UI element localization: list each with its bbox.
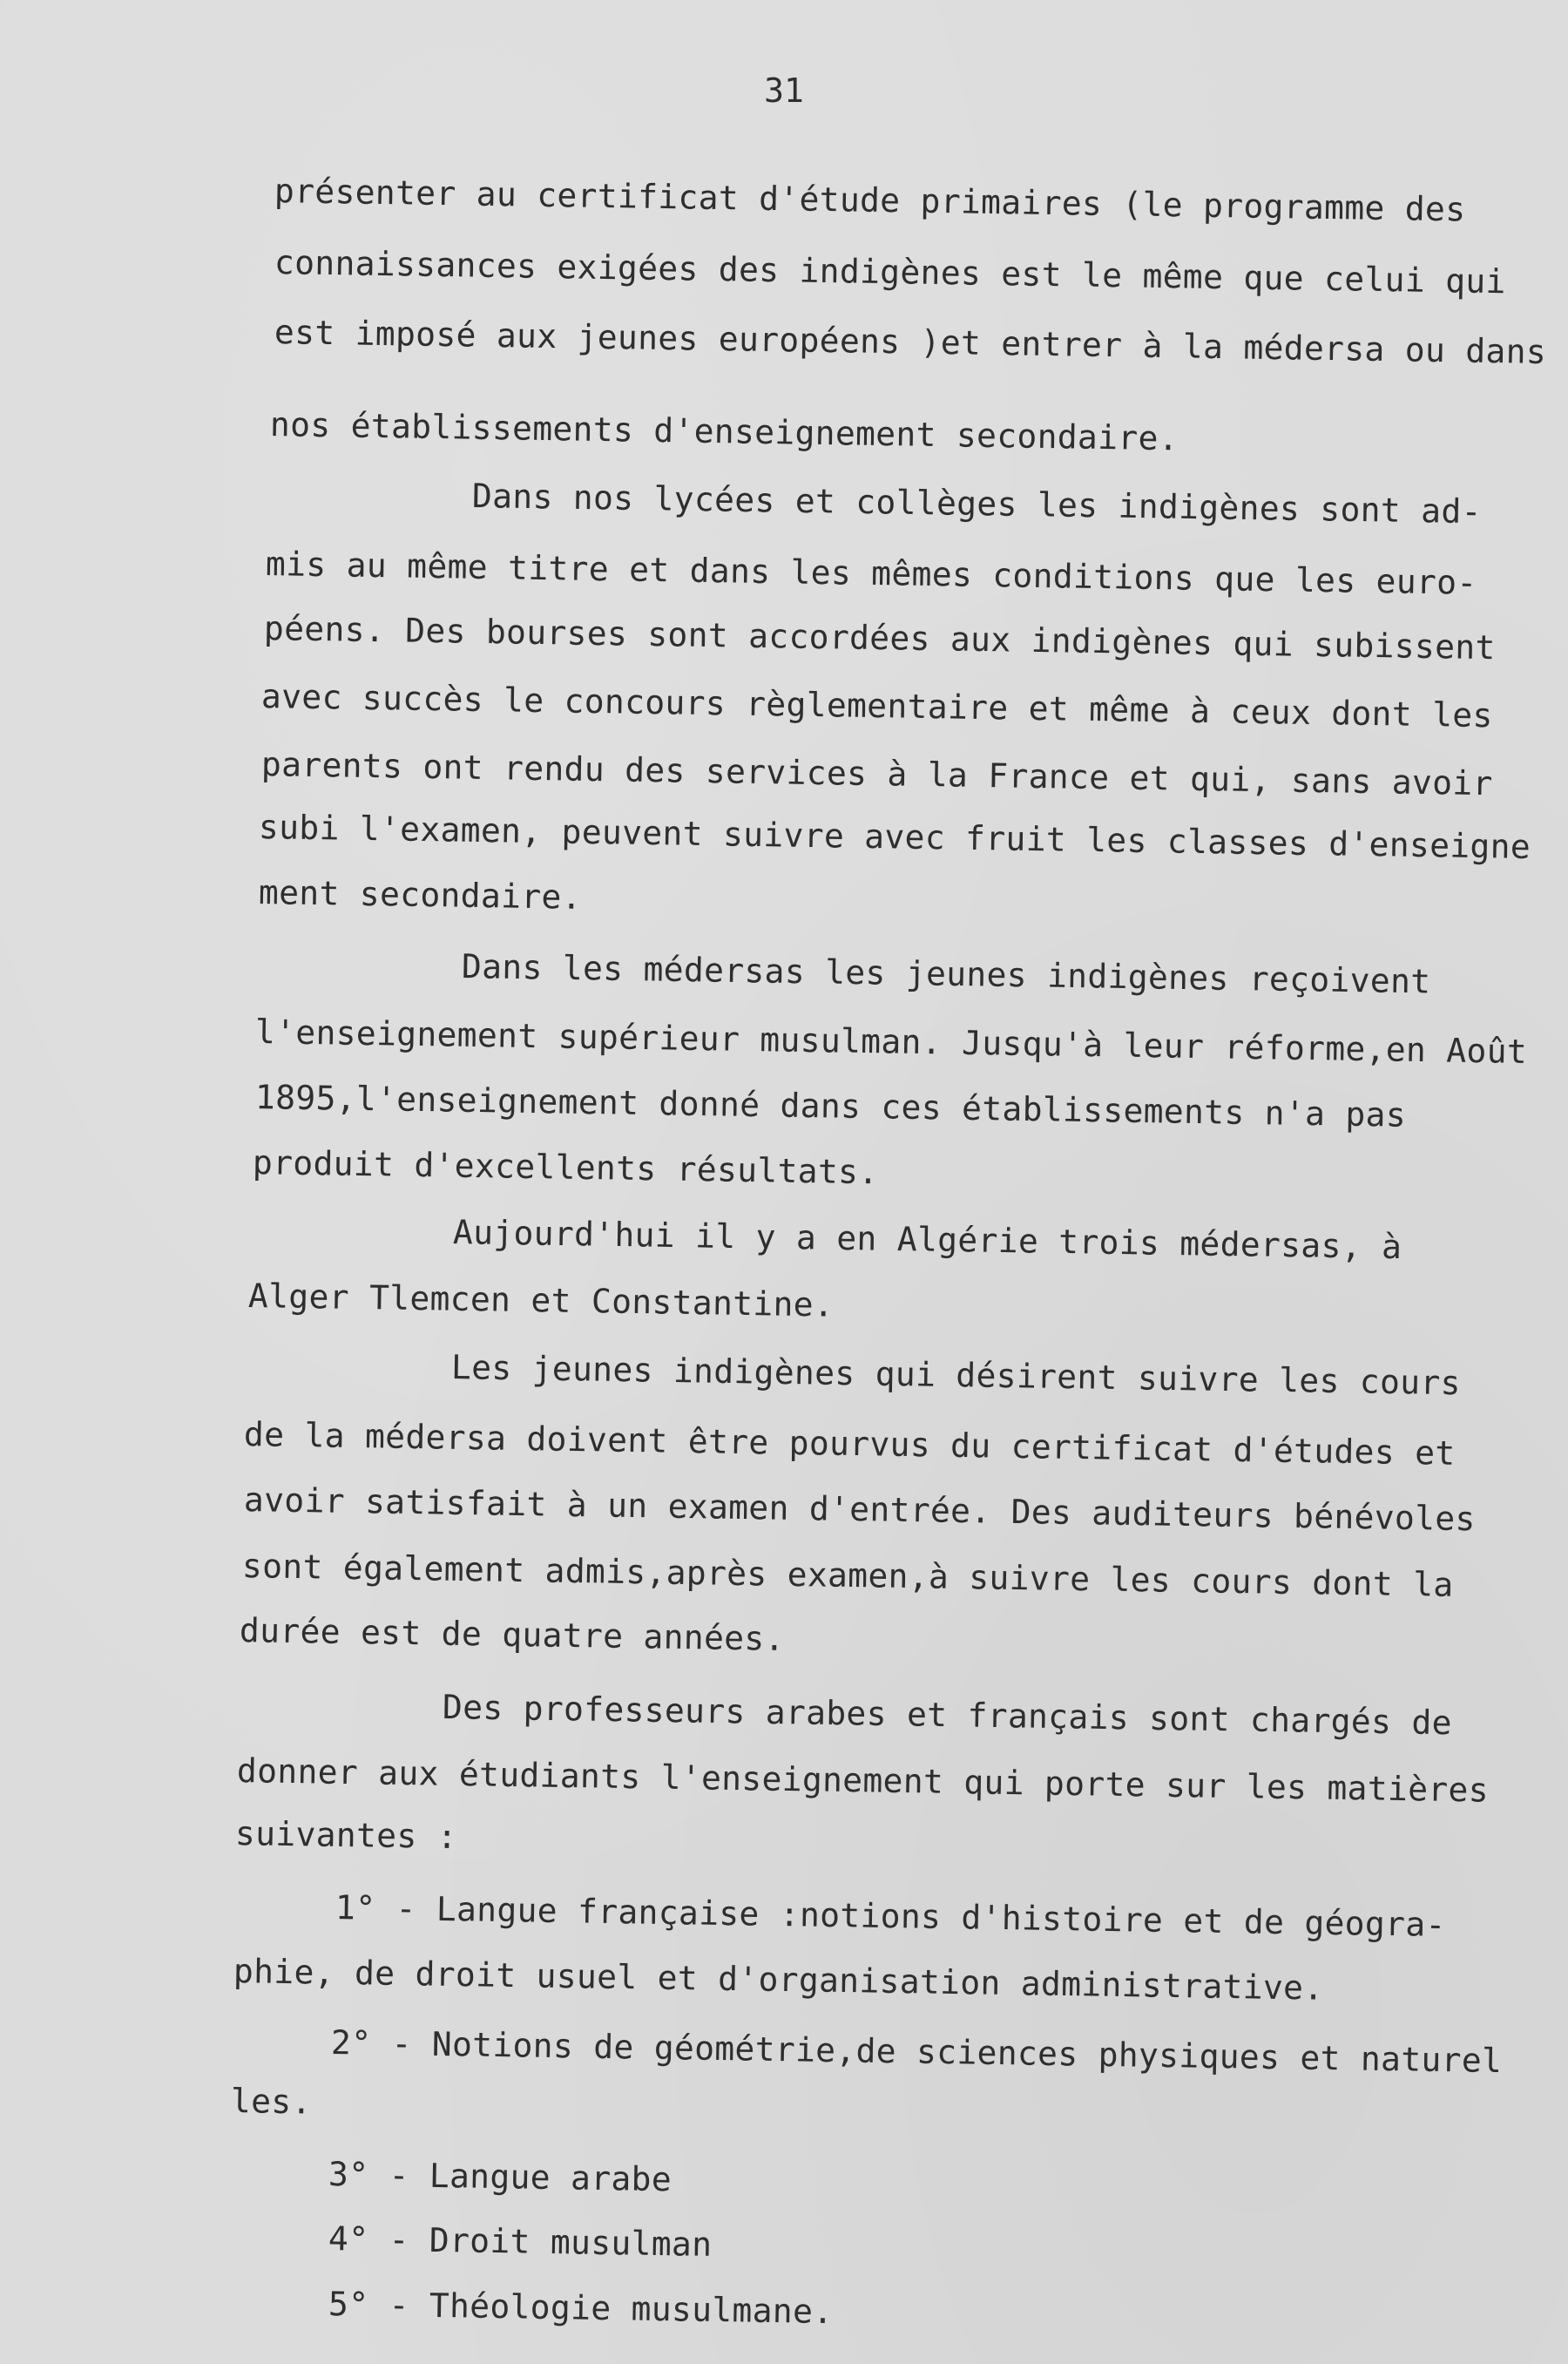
- text-line: produit d'excellents résultats.: [252, 1143, 879, 1192]
- text-line: Aujourd'hui il y a en Algérie trois médersas, à: [452, 1213, 1402, 1267]
- page-number: 31: [764, 71, 804, 110]
- text-line: Dans nos lycées et collèges les indigènes sont ad-: [471, 477, 1483, 532]
- text-line: 5° - Théologie musulmane.: [328, 2285, 834, 2332]
- text-line: Alger Tlemcen et Constantine.: [247, 1277, 835, 1324]
- text-line: nos établissements d'enseignement secondaire.: [269, 405, 1179, 458]
- text-line: les.: [230, 2082, 313, 2122]
- text-line: péens. Des bourses sont accordées aux indigènes qui subissent: [263, 609, 1497, 667]
- text-line: mis au même titre et dans les mêmes conditions que les euro-: [265, 545, 1477, 602]
- text-line: Les jeunes indigènes qui désirent suivre les cours: [450, 1348, 1462, 1403]
- text-line: sont également admis,après examen,à suivre les cours dont la: [241, 1547, 1454, 1604]
- text-line: 2° - Notions de géométrie,de sciences physiques et naturel: [330, 2023, 1503, 2081]
- text-line: avec succès le concours règlementaire et même à ceux dont les: [260, 677, 1494, 735]
- text-line: est imposé aux jeunes européens )et entrer à la médersa ou dans: [274, 313, 1547, 371]
- text-line: Des professeurs arabes et français sont chargés de: [442, 1688, 1453, 1743]
- text-line: Dans les médersas les jeunes indigènes reçoivent: [461, 947, 1431, 1001]
- text-line: durée est de quatre années.: [239, 1611, 786, 1658]
- text-line: avoir satisfait à un examen d'entrée. Des auditeurs bénévoles: [243, 1480, 1477, 1539]
- text-line: suivantes :: [234, 1814, 458, 1857]
- text-line: l'enseignement supérieur musulman. Jusqu'à leur réforme,en Août: [254, 1013, 1528, 1071]
- text-line: connaissances exigées des indigènes est le même que celui qui: [274, 243, 1507, 301]
- text-line: phie, de droit usuel et d'organisation administrative.: [233, 1952, 1324, 2008]
- text-line: parents ont rendu des services à la France et qui, sans avoir: [260, 745, 1494, 803]
- text-line: de la médersa doivent être pourvus du certificat d'études et: [243, 1415, 1456, 1473]
- text-line: 4° - Droit musulman: [328, 2219, 713, 2264]
- text-line: subi l'examen, peuvent suivre avec fruit les classes d'enseigne: [258, 808, 1531, 866]
- text-line: présenter au certificat d'étude primaires (le programme des: [274, 172, 1466, 229]
- text-line: ment secondaire.: [258, 873, 583, 917]
- text-line: 1° - Langue française :notions d'histoire et de géogra-: [335, 1888, 1446, 1945]
- text-line: donner aux étudiants l'enseignement qui porte sur les matières: [236, 1751, 1490, 1810]
- text-line: 3° - Langue arabe: [328, 2155, 672, 2199]
- text-line: 1895,l'enseignement donné dans ces établissements n'a pas: [254, 1078, 1407, 1135]
